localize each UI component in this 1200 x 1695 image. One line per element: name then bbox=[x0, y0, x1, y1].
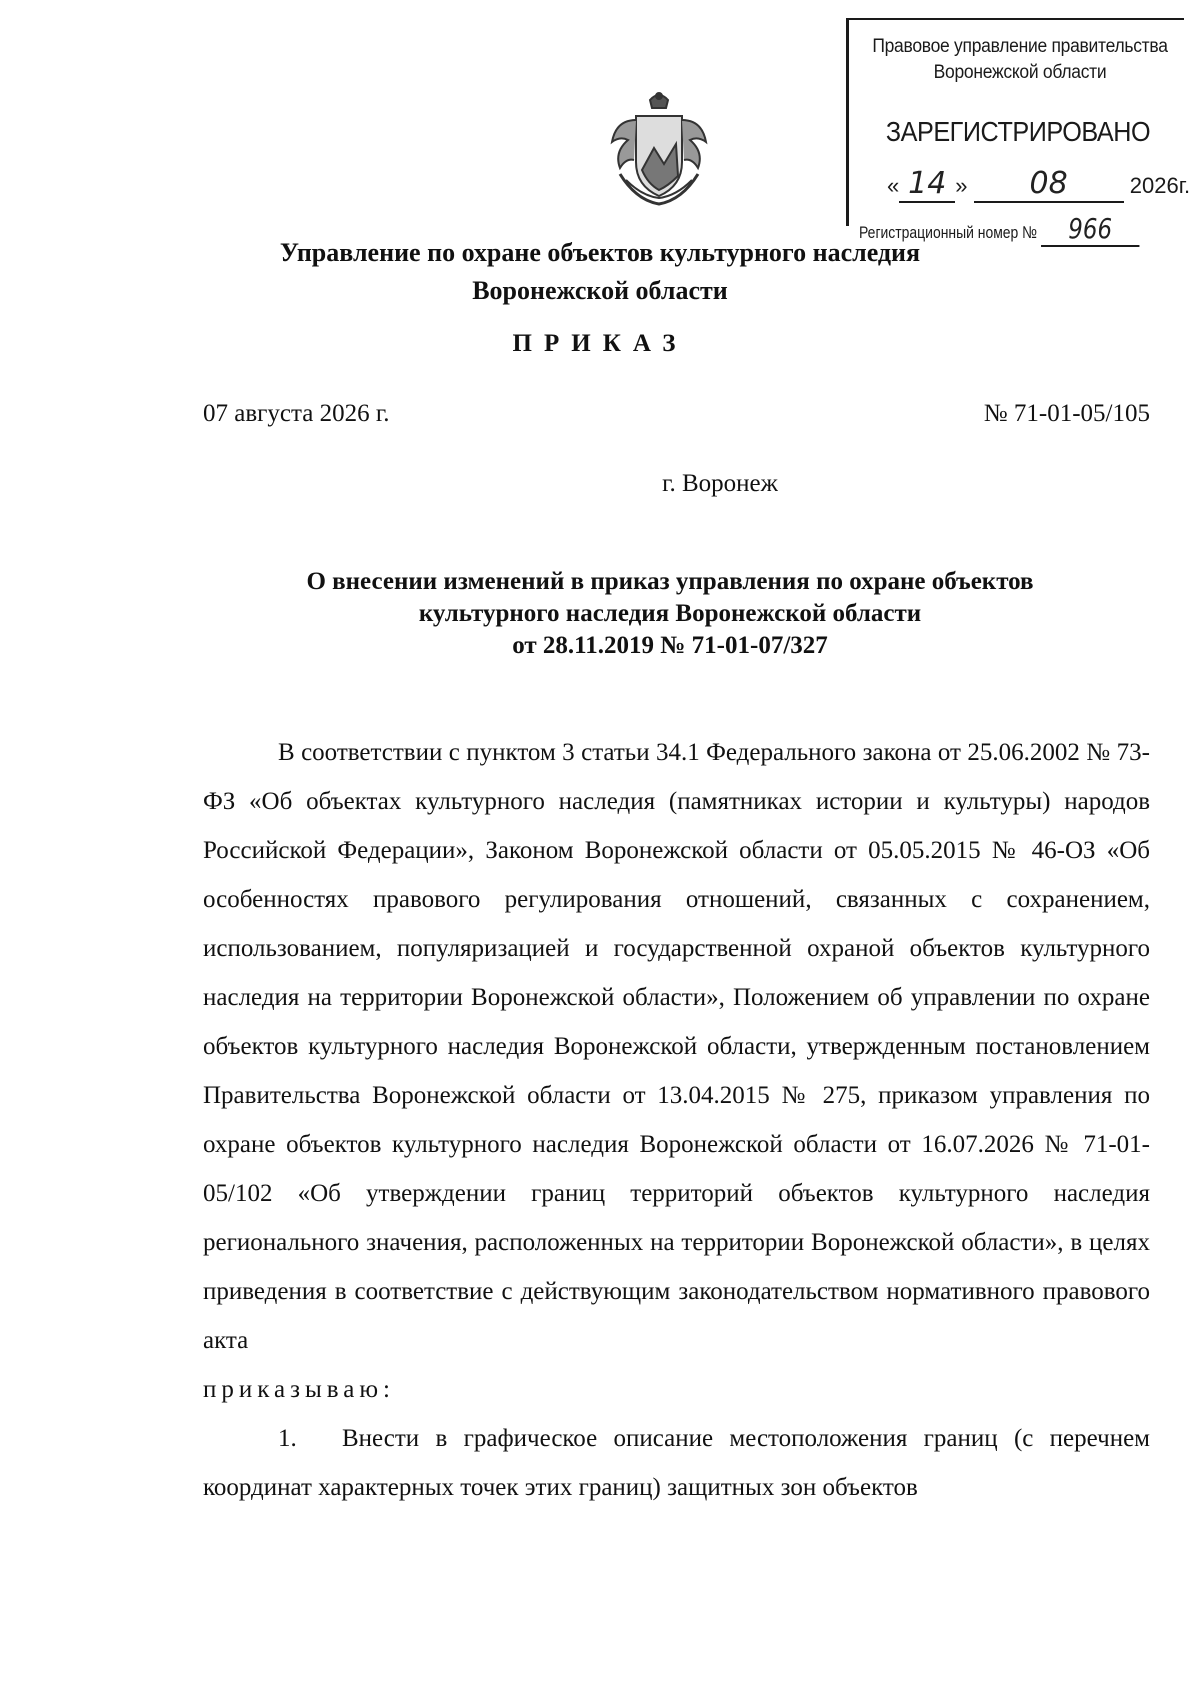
stamp-date-suffix: г. bbox=[1178, 173, 1191, 198]
coat-of-arms-icon bbox=[606, 90, 712, 208]
stamp-org-line2: Воронежской области bbox=[933, 62, 1107, 83]
document-body bbox=[203, 728, 1150, 1512]
document-date: 07 августа 2026 г. bbox=[203, 400, 390, 427]
order-word: приказываю: bbox=[203, 1376, 395, 1403]
organization-line2: Воронежской области bbox=[472, 276, 728, 305]
stamp-date-day: 14 bbox=[899, 166, 955, 203]
stamp-date: « 14 » 08 2026г. bbox=[887, 166, 1191, 201]
document-subject bbox=[70, 566, 1200, 662]
item-paragraph bbox=[203, 1414, 1150, 1512]
stamp-date-year: 2026 bbox=[1129, 173, 1179, 198]
subject-line2: культурного наследия Воронежской области bbox=[418, 600, 922, 627]
stamp-reg-number: 966 bbox=[1041, 212, 1139, 247]
document-city: г. Воронеж bbox=[662, 470, 778, 497]
subject-line1: О внесении изменений в приказ управления по охране объектов bbox=[306, 568, 1034, 595]
subject-line3: от 28.11.2019 № 71-01-07/327 bbox=[512, 632, 828, 659]
stamp-reg-number-label: Регистрационный номер № bbox=[859, 223, 1038, 242]
document-type: ПРИКАЗ bbox=[512, 330, 688, 357]
organization-title bbox=[0, 234, 1200, 310]
stamp-org-line1: Правовое управление правительства bbox=[872, 36, 1168, 57]
stamp-registered-label: ЗАРЕГИСТРИРОВАНО bbox=[885, 116, 1151, 147]
document-number: № 71-01-05/105 bbox=[983, 400, 1150, 427]
stamp-organization bbox=[868, 34, 1172, 86]
registration-stamp bbox=[846, 18, 1191, 245]
organization-line1: Управление по охране объектов культурного наследия bbox=[279, 238, 921, 267]
stamp-date-month: 08 bbox=[974, 166, 1124, 203]
preamble-paragraph: В соответствии с пунктом 3 статьи 34.1 Федерального закона от 25.06.2002 № 73-ФЗ «Об объектах культурного наследия (памятниках истории и культуры) народов Российской Федерации», Законом Воронежской области от 05.05.2015 № 46-ОЗ «Об особенностях правового регулирования отношений, связанных с сохранением, использованием, популяризацией и государственной охраной объектов культурного наследия на территории Воронежской области», Положением об управлении по охране объектов культурного наследия Воронежской области, утвержденным постановлением Правительства Воронежской области от 13.04.2015 № 275, приказом управления по охране объектов культурного наследия Воронежской области от 16.07.2026 № 71-01-05/102 «Об утверждении границ территорий объектов культурного наследия регионального значения, расположенных на территории Воронежской области», в целях приведения в соответствие с действующим законодательством нормативного правового акта bbox=[203, 739, 1150, 1354]
item-text: Внести в графическое описание местоположения границ (с перечнем координат характерных точек этих границ) защитных зон объектов bbox=[203, 1425, 1150, 1501]
item-number: 1. bbox=[278, 1425, 297, 1452]
